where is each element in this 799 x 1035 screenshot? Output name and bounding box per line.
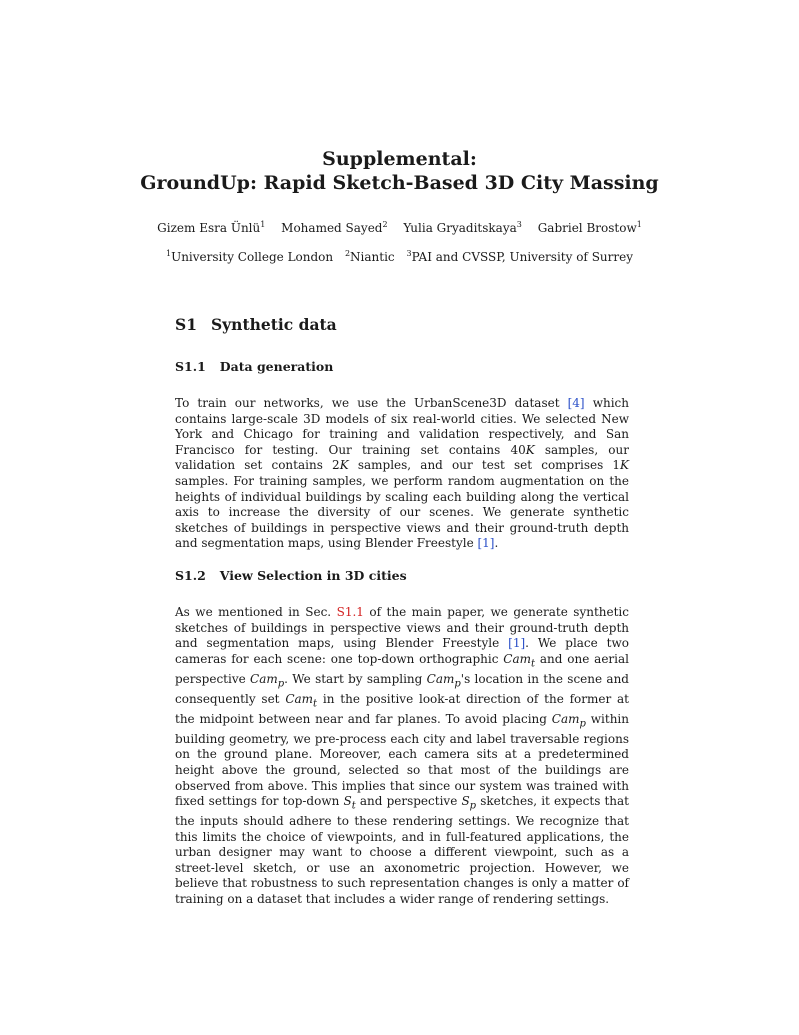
author: Gizem Esra Ünlü$^1$ (157, 220, 266, 235)
affiliation-list (0, 250, 799, 264)
author-list (0, 221, 799, 235)
affiliation: $^2$Niantic (344, 249, 395, 264)
subsection-heading-data-generation: S1.1 Data generation (175, 359, 334, 374)
title-line-1: Supplemental: (322, 148, 477, 170)
citation-link[interactable]: [1] (508, 636, 526, 651)
paragraph-view-selection: As we mentioned in Sec. S1.1 of the main paper, we generate synthetic sketches of buildings in perspective views and their ground-truth depth and segmentation maps, using Blender Freestyle [1]. We place two cameras for each scene: one top-down orthographic Cam$_t$ and one aerial perspective Cam$_p$. We start by sampling Cam$_p$'s location in the scene and consequently set Cam$_t$ in the positive look-at direction of the former at the midpoint between near and far planes. To avoid placing Cam$_p$ within building geometry, we pre-process each city and label traversable regions on the ground plane. Moreover, each camera sits at a predetermined height above the ground, selected so that most of the buildings are observed from above. This implies that since our system was trained with fixed settings for top-down $S_t$ and perspective $S_p$ sketches, it expects that the inputs should adhere to these rendering settings. We recognize that this limits the choice of viewpoints, and in full-featured applications, the urban designer may want to choose a different viewpoint, such as a street-level sketch, or use an axonometric projection. However, we believe that robustness to such representation changes is only a matter of training on a dataset that includes a wider range of rendering settings. (175, 605, 630, 907)
section-reference-link[interactable]: S1.1 (336, 605, 364, 619)
paragraph-data-generation: To train our networks, we use the UrbanScene3D dataset [4] which contains large-scale 3D models of six real-world cities. We selected New York and Chicago for training and validation respectively, and San Francisco for testing. Our training set contains 40K samples, our validation set contains 2K samples, and our test set comprises 1K samples. For training samples, we perform random augmentation on the heights of individual buildings by scaling each building along the vertical axis to increase the diversity of our scenes. We generate synthetic sketches of buildings in perspective views and their ground-truth depth and segmentation maps, using Blender Freestyle [1]. (175, 396, 630, 551)
affiliation: $^1$University College London (165, 249, 334, 264)
citation-link[interactable]: [1] (477, 536, 495, 551)
affiliation: $^3$PAI and CVSSP, University of Surrey (406, 249, 633, 264)
subsection-heading-view-selection: S1.2 View Selection in 3D cities (175, 568, 407, 583)
section-heading: S1 Synthetic data (175, 315, 337, 334)
author: Gabriel Brostow$^1$ (537, 220, 642, 235)
author: Yulia Gryaditskaya$^3$ (403, 220, 522, 235)
title-line-2: GroundUp: Rapid Sketch-Based 3D City Massing (140, 172, 659, 194)
citation-link[interactable]: [4] (567, 396, 585, 410)
author: Mohamed Sayed$^2$ (281, 220, 388, 235)
